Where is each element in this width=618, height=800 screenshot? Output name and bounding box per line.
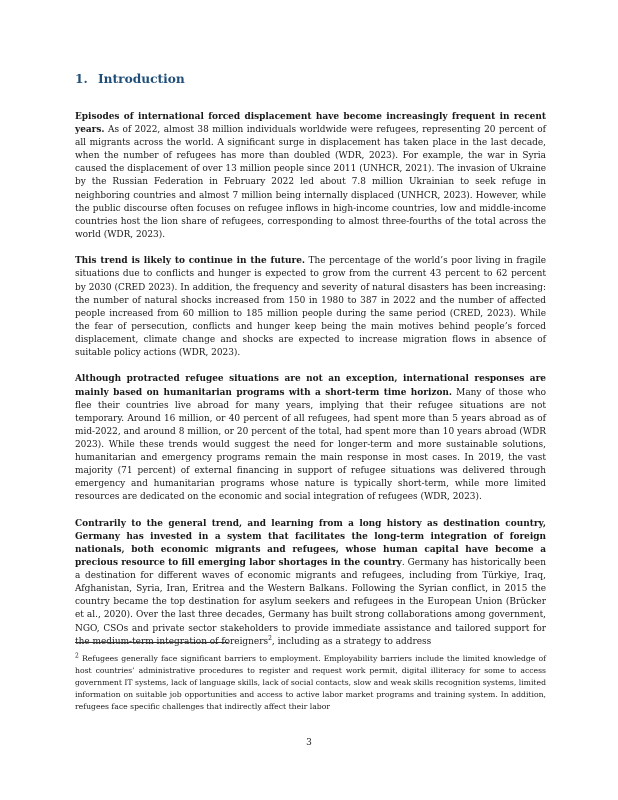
paragraph-lead: This trend is likely to continue in the future.	[75, 256, 305, 267]
section-number: 1.	[75, 72, 88, 86]
paragraph-lead: Contrarily to the general trend, and learning from a long history as destination country, Germany has invested in a system that facilitates the long-term integration of foreign nationals, both economic migrants and refugees, whose human capital have become a precious resource to fill emerging labor shortages in the country	[75, 518, 546, 569]
footnote-marker: 2	[75, 652, 79, 660]
paragraph-body: The percentage of the world’s poor living in fragile situations due to conflicts and hunger is expected to grow from the current 43 percent to 62 percent by 2030 (CRED 2023). In addition, the frequency and severity of natural disasters has been increasing: the number of natural shocks increased from 150 in 1980 to 387 in 2022 and the number of affected people increased from 60 million to 185 million people during the same period (CRED, 2023). While the fear of persecution, conflicts and hunger keep being the main motives behind people’s forced displacement, climate change and shocks are expected to increase migration flows in absence of suitable policy actions (WDR, 2023).	[75, 256, 546, 358]
paragraph-tail: , including as a strategy to address	[271, 636, 432, 647]
paragraph-body: . Germany has historically been a destination for different waves of economic migrants and refugees, including from Türkiye, Iraq, Afghanistan, Syria, Iran, Eritrea and the Western Balkans. Following the Syrian conflict, in 2015 the country became the top destination for asylum seekers and refugees in the European Union (Brücker et al., 2020). Over the last three decades, Germany has built strong collaborations among government, NGO, CSOs and private sector stakeholders to provide immediate assistance and tailored support for the medium-term integration of foreigners	[75, 558, 546, 647]
footnote	[75, 653, 546, 713]
paragraph	[75, 373, 546, 504]
footnote-divider	[75, 642, 228, 643]
section-title: Introduction	[97, 72, 185, 86]
paragraph	[75, 111, 546, 242]
paragraph-body: As of 2022, almost 38 million individuals worldwide were refugees, representing 20 percent of all migrants across the world. A significant surge in displacement has taken place in the last decade, when the number of refugees has more than doubled (WDR, 2023). For example, the war in Syria caused the displacement of over 13 million people since 2011 (UNHCR, 2021). The invasion of Ukraine by the Russian Federation in February 2022 led about 7.8 million Ukrainian to seek refuge in neighboring countries and almost 7 million being internally displaced (UNHCR, 2023). However, while the public discourse often focuses on refugee inflows in high-income countries, low and middle-income countries host the lion share of refugees, corresponding to almost three-fourths of the total across the world (WDR, 2023).	[75, 125, 546, 240]
footnote-reference[interactable]: 2	[268, 634, 272, 642]
paragraph	[75, 255, 546, 360]
body-text	[75, 111, 546, 662]
paragraph-lead: Although protracted refugee situations are not an exception, international responses are mainly based on humanitarian programs with a short-term time horizon.	[75, 374, 546, 398]
footnote-text: Refugees generally face significant barriers to employment. Employability barriers include the limited knowledge of host countries’ administrative procedures to register and request work permit, digital illiteracy for some to access government IT systems, lack of language skills, lack of social contacts, slow and weak skills recognition systems, limited information on suitable job opportunities and access to active labor market programs and training system. In addition, refugees face specific challenges that indirectly affect their labor	[75, 654, 546, 711]
page-number: 3	[306, 738, 312, 748]
paragraph	[75, 518, 546, 649]
paragraph-lead: Episodes of international forced displacement have become increasingly frequent in recent years.	[75, 112, 546, 136]
paragraph-body: Many of those who flee their countries live abroad for many years, implying that their refugee situations are not temporary. Around 16 million, or 40 percent of all refugees, had spent more than 5 years abroad as of mid-2022, and around 8 million, or 20 percent of the total, had spent more than 10 years abroad (WDR 2023). While these trends would suggest the need for longer-term and more sustainable solutions, humanitarian and emergency programs remain the main response in most cases. In 2019, the vast majority (71 percent) of external financing in support of refugee situations was delivered through emergency and humanitarian programs whose nature is typically short-term, while more limited resources are dedicated on the economic and social integration of refugees (WDR, 2023).	[75, 387, 546, 503]
section-heading	[75, 72, 185, 86]
